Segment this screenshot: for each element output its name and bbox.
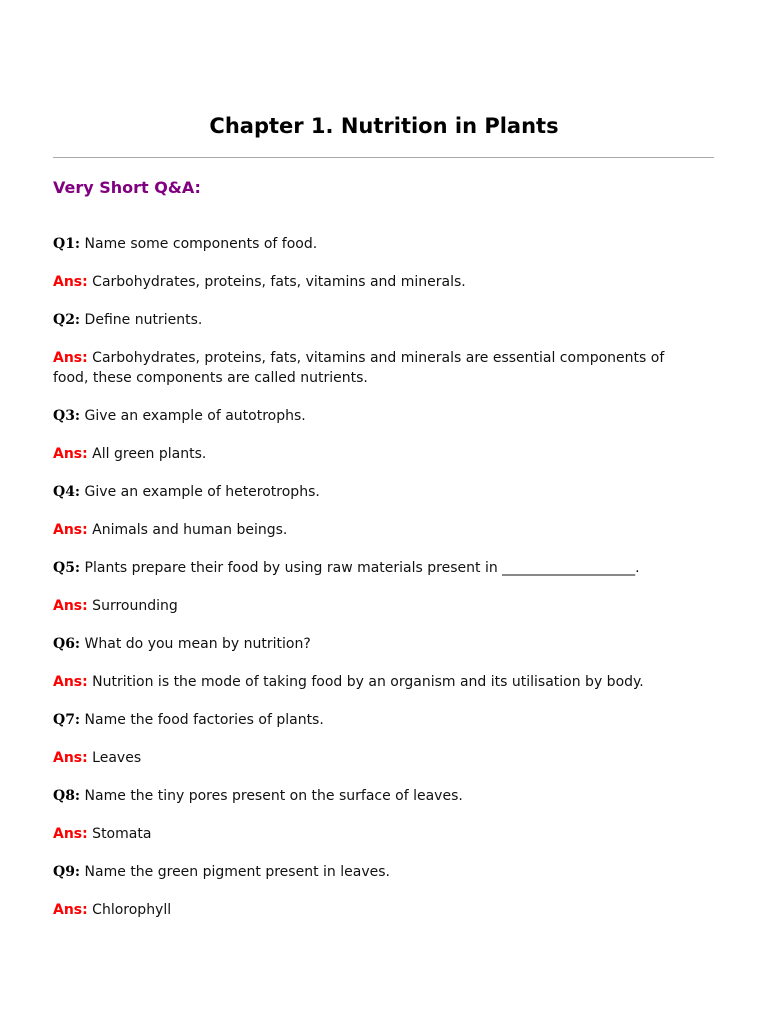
answer-label: Ans:	[53, 598, 88, 614]
answer-label: Ans:	[53, 350, 88, 366]
answer-4	[53, 520, 693, 540]
answer-label: Ans:	[53, 274, 88, 290]
question-text: Define nutrients.	[80, 312, 203, 328]
question-7	[53, 710, 693, 730]
question-label: Q4:	[53, 484, 81, 500]
question-label: Q7:	[53, 712, 81, 728]
answer-text: Surrounding	[87, 598, 178, 614]
question-5	[53, 558, 693, 578]
answer-label: Ans:	[53, 522, 88, 538]
answer-text: Chlorophyll	[87, 902, 172, 918]
section-heading: Very Short Q&A:	[53, 178, 201, 197]
question-8	[53, 786, 693, 806]
answer-text: Animals and human beings.	[87, 522, 288, 538]
question-label: Q6:	[53, 636, 81, 652]
answer-7	[53, 748, 693, 768]
answer-3	[53, 444, 693, 464]
title-divider	[53, 157, 714, 158]
answer-text: All green plants.	[87, 446, 207, 462]
page-title: Chapter 1. Nutrition in Plants	[209, 114, 559, 138]
question-text: Plants prepare their food by using raw materials present in ___________________.	[80, 560, 640, 576]
answer-1	[53, 272, 693, 292]
question-label: Q2:	[53, 312, 81, 328]
question-3	[53, 406, 693, 426]
answer-5	[53, 596, 693, 616]
answer-text: Carbohydrates, proteins, fats, vitamins and minerals are essential components of food, these components are called nutrients.	[53, 350, 665, 386]
answer-label: Ans:	[53, 902, 88, 918]
qa-list	[53, 234, 693, 938]
answer-label: Ans:	[53, 674, 88, 690]
answer-8	[53, 824, 693, 844]
answer-text: Carbohydrates, proteins, fats, vitamins and minerals.	[87, 274, 466, 290]
question-label: Q5:	[53, 560, 81, 576]
answer-label: Ans:	[53, 446, 88, 462]
answer-text: Stomata	[87, 826, 152, 842]
answer-text: Nutrition is the mode of taking food by an organism and its utilisation by body.	[87, 674, 644, 690]
question-text: Give an example of heterotrophs.	[80, 484, 320, 500]
question-2	[53, 310, 693, 330]
question-4	[53, 482, 693, 502]
answer-label: Ans:	[53, 826, 88, 842]
answer-6	[53, 672, 693, 692]
answer-text: Leaves	[87, 750, 142, 766]
question-text: Name some components of food.	[80, 236, 318, 252]
question-6	[53, 634, 693, 654]
question-label: Q9:	[53, 864, 81, 880]
question-text: Name the green pigment present in leaves.	[80, 864, 390, 880]
question-9	[53, 862, 693, 882]
answer-2	[53, 348, 693, 388]
question-text: Name the tiny pores present on the surface of leaves.	[80, 788, 463, 804]
answer-9	[53, 900, 693, 920]
answer-label: Ans:	[53, 750, 88, 766]
question-text: What do you mean by nutrition?	[80, 636, 311, 652]
question-label: Q8:	[53, 788, 81, 804]
question-label: Q1:	[53, 236, 81, 252]
question-text: Give an example of autotrophs.	[80, 408, 306, 424]
question-label: Q3:	[53, 408, 81, 424]
question-text: Name the food factories of plants.	[80, 712, 324, 728]
question-1	[53, 234, 693, 254]
